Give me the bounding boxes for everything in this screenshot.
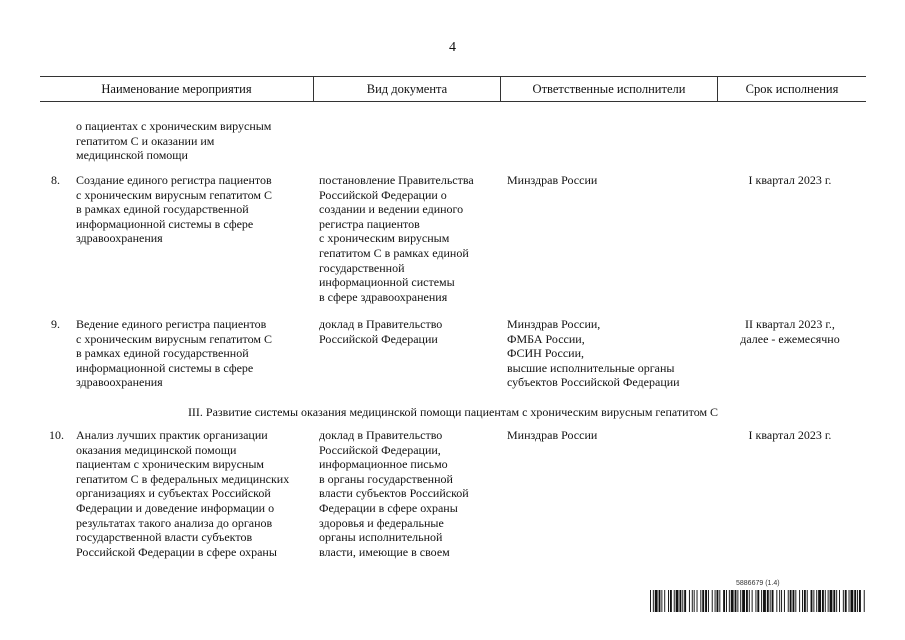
cell-line: с хроническим вирусным гепатитом С xyxy=(76,331,272,346)
cell-line: доклад в Правительство xyxy=(319,428,443,442)
row-deadline-cell xyxy=(700,428,880,443)
barcode-bar xyxy=(664,590,665,612)
continuation-name-cell xyxy=(76,119,271,163)
cell-line: организациях и субъектах Российской xyxy=(76,486,271,501)
cell-line: Федерации и доведение информации о xyxy=(76,500,275,515)
barcode-bar xyxy=(836,590,837,612)
barcode-label: 5886679 (1.4) xyxy=(736,580,780,587)
cell-line: Федерации в сфере охраны xyxy=(319,500,458,515)
barcode-bar xyxy=(670,590,672,612)
barcode-bar xyxy=(816,590,817,612)
row-name-cell xyxy=(76,428,289,559)
row-document-cell xyxy=(319,173,474,304)
column-header-document: Вид документа xyxy=(366,82,448,96)
barcode-bar xyxy=(845,590,847,612)
barcode-bar xyxy=(854,590,856,612)
cell-line: с хроническим вирусным гепатитом С xyxy=(76,187,272,202)
cell-line: о пациентах с хроническим вирусным xyxy=(76,119,272,133)
barcode-bar xyxy=(804,590,806,612)
row-document-cell xyxy=(319,317,442,346)
barcode-bar xyxy=(708,590,709,612)
column-header-deadline: Срок исполнения xyxy=(745,82,839,96)
cell-line: здравоохранения xyxy=(76,231,163,246)
cell-line: II квартал 2023 г., xyxy=(745,317,835,331)
row-name-cell xyxy=(76,317,272,390)
cell-line: I квартал 2023 г. xyxy=(748,173,832,187)
barcode-bar xyxy=(679,590,681,612)
cell-line: пациентам с хроническим вирусным xyxy=(76,457,264,472)
barcode-bar xyxy=(692,590,693,612)
barcode-bar xyxy=(830,590,833,612)
barcode-bar xyxy=(779,590,780,612)
barcode-bar xyxy=(729,590,730,612)
section-title: III. Развитие системы оказания медицинской помощи пациентам с хроническим вирусным гепатитом С xyxy=(187,405,719,419)
barcode-bar xyxy=(682,590,683,612)
cell-line: далее - ежемесячно xyxy=(740,331,840,346)
cell-line: ФМБА России, xyxy=(507,331,585,346)
barcode-bar xyxy=(763,590,766,612)
barcode-bar xyxy=(655,590,658,612)
cell-line: Российской Федерации, xyxy=(319,442,441,457)
barcode-bar xyxy=(757,590,759,612)
cell-line: власти субъектов Российской xyxy=(319,486,469,501)
barcode-bar xyxy=(717,590,719,612)
barcode-bar xyxy=(697,590,698,612)
barcode-bar xyxy=(731,590,734,612)
barcode-bar xyxy=(712,590,713,612)
barcode-bar xyxy=(788,590,789,612)
cell-line: власти, имеющие в своем xyxy=(319,544,450,559)
barcode-bar xyxy=(839,590,840,612)
cell-line: ФСИН России, xyxy=(507,346,584,361)
cell-line: в сфере здравоохранения xyxy=(319,289,448,304)
barcode-bar xyxy=(802,590,803,612)
row-number: 8. xyxy=(51,173,60,187)
barcode-bar xyxy=(705,590,707,612)
cell-line: результатах такого анализа до органов xyxy=(76,515,273,530)
barcode-bar xyxy=(843,590,844,612)
cell-line: постановление Правительства xyxy=(319,173,474,187)
cell-line: информационной системы в сфере xyxy=(76,360,254,375)
barcode-bar xyxy=(776,590,777,612)
barcode-bar xyxy=(784,590,785,612)
column-header-name: Наименование мероприятия xyxy=(101,82,252,96)
cell-line: Ведение единого регистра пациентов xyxy=(76,317,267,331)
barcode-bar xyxy=(755,590,756,612)
barcode-bar xyxy=(813,590,814,612)
row-deadline-cell xyxy=(700,173,880,188)
cell-line: информационное письмо xyxy=(319,457,448,472)
table-top-rule xyxy=(40,76,866,77)
cell-line: создании и ведении единого xyxy=(319,202,464,217)
barcode-bar xyxy=(864,590,865,612)
barcode-bar xyxy=(684,590,686,612)
barcode-bar xyxy=(735,590,737,612)
barcode-bar xyxy=(857,590,858,612)
barcode-bar xyxy=(650,590,651,612)
barcode-bar xyxy=(825,590,826,612)
cell-line: информационной системы в сфере xyxy=(76,216,254,231)
barcode-bar xyxy=(833,590,835,612)
cell-line: государственной власти субъектов xyxy=(76,530,253,545)
barcode-bar xyxy=(849,590,850,612)
row-name-cell xyxy=(76,173,272,246)
cell-line: высшие исполнительные органы xyxy=(507,360,675,375)
cell-line: в органы государственной xyxy=(319,471,453,486)
barcode-bar xyxy=(793,590,795,612)
barcode-bar xyxy=(668,590,669,612)
cell-line: Минздрав России xyxy=(507,428,598,442)
cell-line: здоровья и федеральные xyxy=(319,515,444,530)
cell-line: Российской Федерации о xyxy=(319,187,447,202)
cell-line: с хроническим вирусным xyxy=(319,231,450,246)
barcode-bar xyxy=(689,590,690,612)
row-responsible-cell xyxy=(507,428,597,443)
barcode-bar xyxy=(676,590,679,612)
page-number: 4 xyxy=(449,40,456,55)
cell-line: I квартал 2023 г. xyxy=(748,428,832,442)
barcode-bar xyxy=(653,590,654,612)
barcode-bar xyxy=(737,590,738,612)
barcode-bar xyxy=(807,590,808,612)
barcode-bar xyxy=(715,590,716,612)
cell-line: государственной xyxy=(319,260,405,275)
barcode-bar xyxy=(726,590,727,612)
row-deadline-cell xyxy=(700,317,880,346)
cell-line: медицинской помощи xyxy=(76,148,188,163)
cell-line: Минздрав России xyxy=(507,173,598,187)
barcode-bar xyxy=(752,590,753,612)
barcode-bar xyxy=(694,590,695,612)
cell-line: субъектов Российской Федерации xyxy=(507,375,680,390)
barcode-bar xyxy=(770,590,771,612)
column-header-responsible: Ответственные исполнители xyxy=(532,82,686,96)
cell-line: регистра пациентов xyxy=(319,216,420,231)
barcode-bar xyxy=(795,590,796,612)
barcode-bar xyxy=(719,590,720,612)
barcode-bar xyxy=(740,590,741,612)
barcode-bar xyxy=(661,590,662,612)
cell-line: Российской Федерации xyxy=(319,331,438,346)
row-responsible-cell xyxy=(507,317,680,390)
cell-line: информационной системы xyxy=(319,275,455,290)
barcode-bar xyxy=(742,590,745,612)
cell-line: гепатитом С в федеральных медицинских xyxy=(76,471,290,486)
barcode-bar xyxy=(859,590,861,612)
barcode-bar xyxy=(746,590,748,612)
barcode-bar xyxy=(659,590,661,612)
row-number: 10. xyxy=(49,428,64,442)
cell-line: Минздрав России, xyxy=(507,317,601,331)
barcode-bar xyxy=(799,590,800,612)
cell-line: в рамках единой государственной xyxy=(76,202,249,217)
barcode-bar xyxy=(702,590,704,612)
barcode-bar xyxy=(822,590,824,612)
cell-line: Создание единого регистра пациентов xyxy=(76,173,272,187)
barcode-bar xyxy=(828,590,829,612)
cell-line: оказания медицинской помощи xyxy=(76,442,237,457)
barcode-bar xyxy=(767,590,769,612)
table-header-bottom-rule xyxy=(40,101,866,102)
cell-line: Российской Федерации в сфере охраны xyxy=(76,544,277,559)
row-responsible-cell xyxy=(507,173,597,188)
cell-line: доклад в Правительство xyxy=(319,317,443,331)
barcode-bar xyxy=(790,590,792,612)
barcode-bar xyxy=(674,590,675,612)
barcode-bar xyxy=(761,590,762,612)
row-document-cell xyxy=(319,428,469,559)
barcode xyxy=(650,590,865,612)
barcode-bar xyxy=(772,590,774,612)
cell-line: гепатитом С и оказании им xyxy=(76,133,215,148)
barcode-bar xyxy=(781,590,782,612)
row-number: 9. xyxy=(51,317,60,331)
barcode-bar xyxy=(749,590,750,612)
cell-line: в рамках единой государственной xyxy=(76,346,249,361)
cell-line: здравоохранения xyxy=(76,375,163,390)
barcode-bar xyxy=(818,590,821,612)
barcode-bar xyxy=(811,590,813,612)
barcode-bar xyxy=(850,590,853,612)
barcode-bar xyxy=(700,590,701,612)
barcode-bar xyxy=(723,590,725,612)
cell-line: органы исполнительной xyxy=(319,530,443,545)
cell-line: Анализ лучших практик организации xyxy=(76,428,268,442)
cell-line: гепатитом С в рамках единой xyxy=(319,245,469,260)
